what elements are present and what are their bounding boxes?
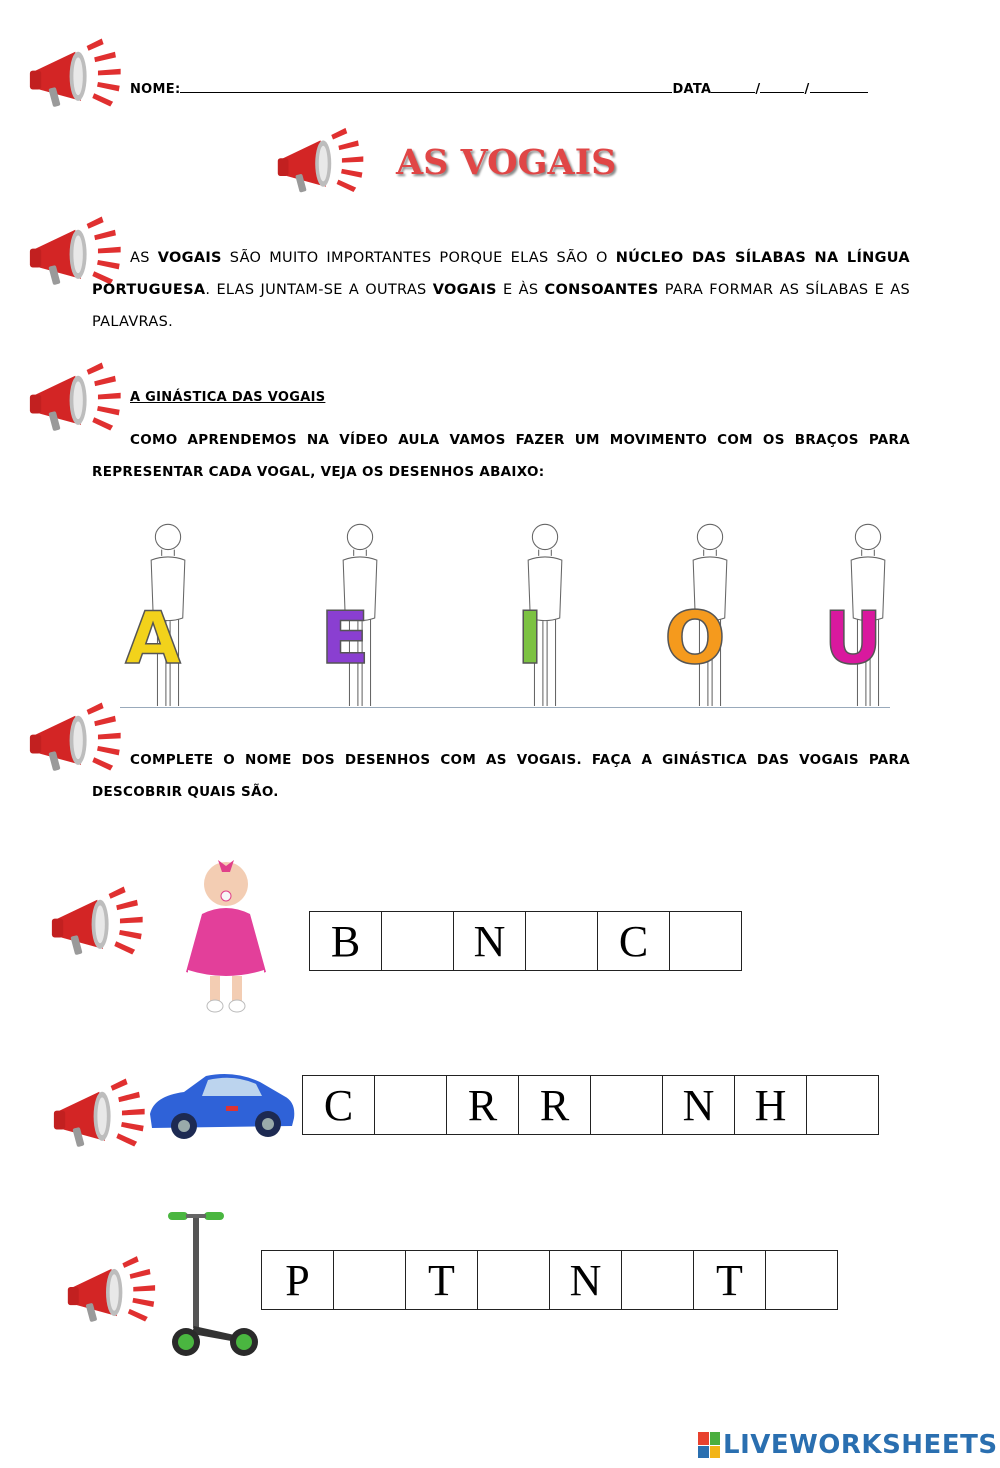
date-day-field[interactable] [711, 80, 755, 93]
intro-bold: VOGAIS [157, 250, 222, 266]
word-row-doll [310, 911, 742, 971]
vowel-letter: O [664, 596, 726, 680]
gym-text: COMO APRENDEMOS NA VÍDEO AULA VAMOS FAZER UM MOVIMENTO COM OS BRAÇOS PARA REPRESENTAR CADA VOGAL, VEJA OS DESENHOS ABAIXO: [92, 432, 910, 480]
intro-text: E ÀS [502, 282, 539, 298]
vowel-gymnastics-figures [90, 506, 900, 712]
blank-vowel-cell[interactable] [669, 911, 742, 971]
doll-picture [178, 852, 274, 1016]
blank-vowel-cell[interactable] [806, 1075, 879, 1135]
megaphone-icon [276, 126, 374, 210]
date-separator: / [804, 82, 810, 97]
gym-heading: A GINÁSTICA DAS VOGAIS [130, 390, 326, 405]
name-date-line [130, 80, 900, 97]
letter-cell: N [549, 1250, 622, 1310]
letter-cell: C [302, 1075, 375, 1135]
blank-vowel-cell[interactable] [765, 1250, 838, 1310]
vowel-letter: I [516, 596, 544, 680]
word-row-scooter [262, 1250, 838, 1310]
vowel-figure-u [808, 506, 898, 706]
letter-cell: R [446, 1075, 519, 1135]
letter-cell: H [734, 1075, 807, 1135]
letter-cell: N [662, 1075, 735, 1135]
date-separator: / [755, 82, 761, 97]
letter-cell: C [597, 911, 670, 971]
blank-vowel-cell[interactable] [621, 1250, 694, 1310]
megaphone-icon [52, 1078, 156, 1164]
blank-vowel-cell[interactable] [477, 1250, 550, 1310]
name-field[interactable] [180, 80, 672, 93]
vowel-figure-i [485, 506, 575, 706]
intro-text: AS [130, 250, 150, 266]
vowel-letter: A [125, 596, 181, 680]
blank-vowel-cell[interactable] [525, 911, 598, 971]
intro-bold: NÚCLEO DAS SÍLABAS NA LÍNGUA PORTUGUESA [92, 250, 910, 298]
scooter-picture [164, 1208, 260, 1362]
date-month-field[interactable] [760, 80, 804, 93]
intro-bold: CONSOANTES [544, 282, 659, 298]
page-title: AS VOGAIS [396, 142, 617, 183]
vowel-letter: E [320, 596, 370, 680]
intro-text: PARA FORMAR AS SÍLABAS E AS PALAVRAS. [92, 282, 910, 330]
name-label: NOME: [130, 82, 181, 97]
toy-car-picture [144, 1062, 298, 1146]
exercise-text: COMPLETE O NOME DOS DESENHOS COM AS VOGAIS. FAÇA A GINÁSTICA DAS VOGAIS PARA DESCOBRIR QUAIS SÃO. [92, 752, 910, 800]
vowel-letter: U [823, 596, 883, 680]
letter-cell: P [261, 1250, 334, 1310]
blank-vowel-cell[interactable] [333, 1250, 406, 1310]
intro-text: . ELAS JUNTAM-SE A OUTRAS [205, 282, 427, 298]
vowel-figure-a [108, 506, 198, 706]
megaphone-icon [50, 886, 154, 972]
logo-badge-icon [698, 1432, 720, 1458]
megaphone-icon [66, 1256, 166, 1338]
letter-cell: N [453, 911, 526, 971]
blank-vowel-cell[interactable] [590, 1075, 663, 1135]
intro-paragraph [92, 242, 910, 338]
blank-vowel-cell[interactable] [381, 911, 454, 971]
date-label: DATA [672, 82, 712, 97]
blank-vowel-cell[interactable] [374, 1075, 447, 1135]
letter-cell: R [518, 1075, 591, 1135]
letter-cell: T [693, 1250, 766, 1310]
megaphone-icon [28, 38, 132, 124]
vowel-figure-e [300, 506, 390, 706]
liveworksheets-logo [698, 1430, 998, 1460]
logo-text: LIVEWORKSHEETS [723, 1430, 998, 1460]
date-year-field[interactable] [810, 80, 868, 93]
letter-cell: T [405, 1250, 478, 1310]
intro-bold: VOGAIS [432, 282, 497, 298]
intro-text: SÃO MUITO IMPORTANTES PORQUE ELAS SÃO O [229, 250, 608, 266]
vowel-figure-o [650, 506, 740, 706]
word-row-car [303, 1075, 879, 1135]
letter-cell: B [309, 911, 382, 971]
